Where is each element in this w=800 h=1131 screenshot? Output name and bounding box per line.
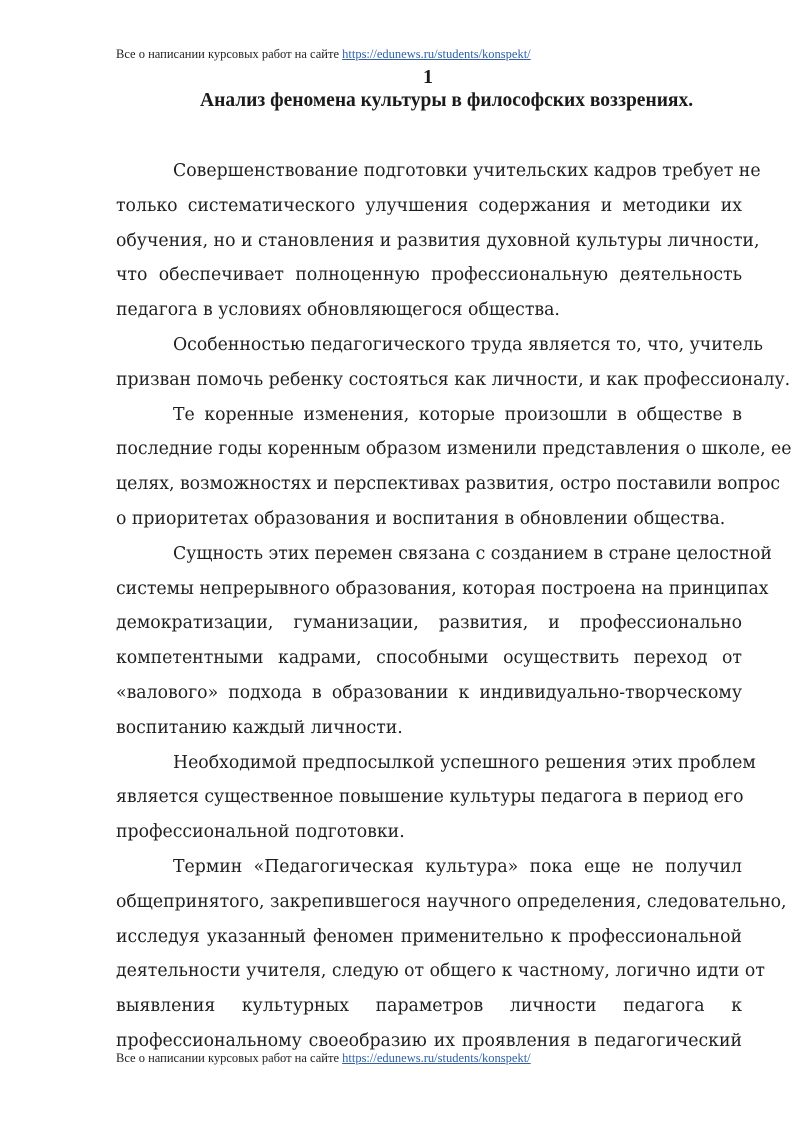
text-line: является существенное повышение культуры педагога в период его: [116, 787, 744, 808]
text-line: Необходимой предпосылкой успешного решения этих проблем: [173, 752, 756, 773]
text-line: что обеспечивает полноценную профессиональную деятельность: [116, 265, 742, 286]
text-line: «валового» подхода в образовании к индивидуально-творческому: [116, 682, 742, 703]
footer-link[interactable]: https://edunews.ru/students/konspekt/: [342, 1051, 531, 1065]
text-line: Сущность этих перемен связана с созданием в стране целостной: [173, 543, 772, 564]
page-header: [116, 47, 531, 62]
text-line: педагога в условиях обновляющегося общества.: [116, 300, 560, 321]
text-line: только систематического улучшения содержания и методики их: [116, 195, 742, 216]
text-line: профессиональному своеобразию их проявления в педагогический: [116, 1030, 742, 1051]
text-line: исследуя указанный феномен применительно к профессиональной: [116, 926, 742, 947]
paragraph: [116, 154, 761, 328]
document-title: Анализ феномена культуры в философских воззрениях.: [200, 90, 694, 111]
footer-text: Все о написании курсовых работ на сайте: [116, 1051, 343, 1065]
document-body: [116, 154, 792, 1059]
text-line: обучения, но и становления и развития духовной культуры личности,: [116, 230, 760, 251]
text-line: Термин «Педагогическая культура» пока еще не получил: [173, 856, 742, 877]
text-line: компетентными кадрами, способными осуществить переход от: [116, 648, 742, 669]
page-footer: [116, 1051, 531, 1066]
paragraph: [116, 398, 792, 537]
text-line: демократизации, гуманизации, развития, и профессионально: [116, 613, 742, 634]
text-line: целях, возможностях и перспективах развития, остро поставили вопрос: [116, 474, 781, 495]
header-text: Все о написании курсовых работ на сайте: [116, 47, 343, 61]
paragraph: [116, 850, 787, 1059]
text-line: выявления культурных параметров личности педагога к: [116, 996, 742, 1017]
text-line: последние годы коренным образом изменили представления о школе, ее: [116, 439, 792, 460]
text-line: Совершенствование подготовки учительских кадров требует не: [173, 161, 761, 181]
text-line: о приоритетах образования и воспитания в обновлении общества.: [116, 508, 726, 529]
text-line: профессиональной подготовки.: [116, 822, 405, 843]
paragraph: [116, 746, 756, 850]
text-line: деятельности учителя, следую от общего к частному, логично идти от: [116, 961, 765, 982]
paragraph: [116, 537, 772, 746]
text-line: Особенностью педагогического труда является то, что, учитель: [173, 334, 763, 355]
text-line: воспитанию каждый личности.: [116, 717, 403, 738]
text-line: системы непрерывного образования, которая построена на принципах: [116, 578, 769, 599]
text-line: Те коренные изменения, которые произошли в обществе в: [173, 404, 742, 425]
header-link[interactable]: https://edunews.ru/students/konspekt/: [342, 47, 531, 61]
page-number: 1: [423, 66, 433, 88]
text-line: общепринятого, закрепившегося научного определения, следовательно,: [116, 891, 787, 912]
paragraph: [116, 328, 791, 398]
text-line: призван помочь ребенку состояться как личности, и как профессионалу.: [116, 369, 791, 390]
